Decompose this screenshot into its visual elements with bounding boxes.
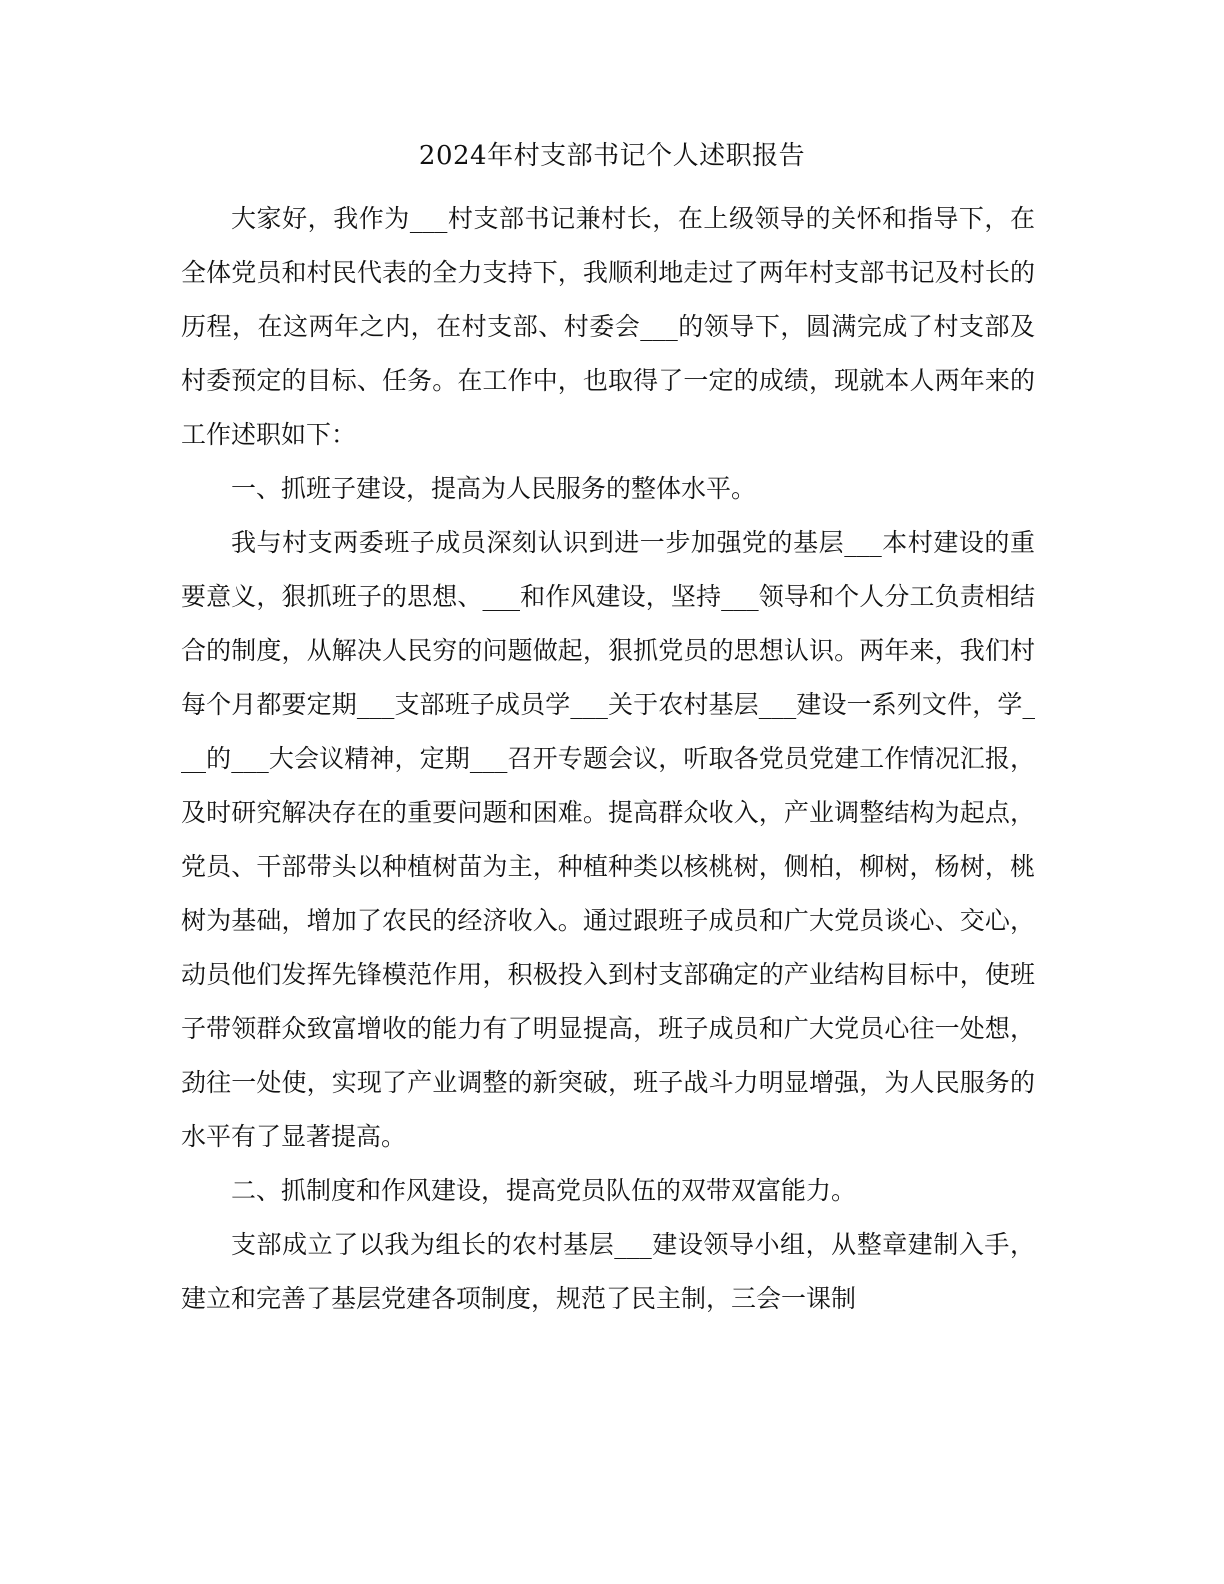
document-body <box>181 192 1035 1326</box>
document-title: 2024年村支部书记个人述职报告 <box>418 141 806 171</box>
paragraph-section-2: 支部成立了以我为组长的农村基层___建设领导小组，从整章建制入手，建立和完善了基层党建各项制度，规范了民主制，三会一课制 <box>181 1230 1035 1313</box>
section-heading-1: 一、抓班子建设，提高为人民服务的整体水平。 <box>231 474 757 503</box>
paragraph-section-1: 我与村支两委班子成员深刻认识到进一步加强党的基层___本村建设的重要意义，狠抓班子的思想、___和作风建设，坚持___领导和个人分工负责相结合的制度，从解决人民穷的问题做起，狠抓党员的思想认识。两年来，我们村每个月都要定期___支部班子成员学___关于农村基层___建设一系列文件，学___的___大会议精神，定期___召开专题会议，听取各党员党建工作情况汇报，及时研究解决存在的重要问题和困难。提高群众收入，产业调整结构为起点，党员、干部带头以种植树苗为主，种植种类以核桃树，侧柏，柳树，杨树，桃树为基础，增加了农民的经济收入。通过跟班子成员和广大党员谈心、交心，动员他们发挥先锋模范作用，积极投入到村支部确定的产业结构目标中，使班子带领群众致富增收的能力有了明显提高，班子成员和广大党员心往一处想，劲往一处使，实现了产业调整的新突破，班子战斗力明显增强，为人民服务的水平有了显著提高。 <box>181 528 1035 1151</box>
paragraph-intro: 大家好，我作为___村支部书记兼村长，在上级领导的关怀和指导下，在全体党员和村民代表的全力支持下，我顺利地走过了两年村支部书记及村长的历程，在这两年之内，在村支部、村委会___的领导下，圆满完成了村支部及村委预定的目标、任务。在工作中，也取得了一定的成绩，现就本人两年来的工作述职如下： <box>181 204 1035 449</box>
section-heading-2: 二、抓制度和作风建设，提高党员队伍的双带双富能力。 <box>231 1176 857 1205</box>
